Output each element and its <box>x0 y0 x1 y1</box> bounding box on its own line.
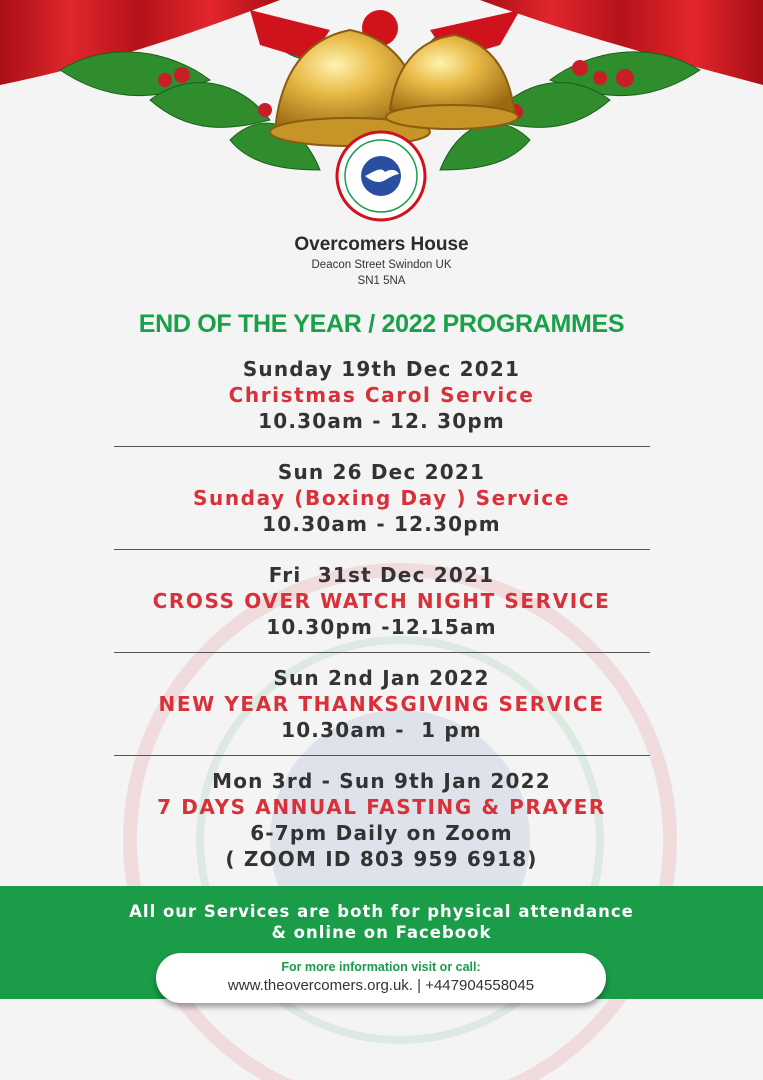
event-name: Christmas Carol Service <box>228 383 535 407</box>
event-name: Sunday (Boxing Day ) Service <box>192 486 570 510</box>
contact-label: For more information visit or call: <box>281 960 481 974</box>
event-date: Mon 3rd - Sun 9th Jan 2022 <box>212 769 551 793</box>
event-date: Fri 31st Dec 2021 <box>268 563 495 587</box>
contact-pill <box>156 953 606 1003</box>
event-time: 10.30am - 1 pm <box>281 718 482 742</box>
event-time: 10.30pm -12.15am <box>266 615 497 639</box>
attendance-line-2: & online on Facebook <box>271 923 492 942</box>
attendance-note <box>0 901 763 943</box>
event-divider <box>114 652 650 653</box>
contact-details[interactable]: www.theovercomers.org.uk. | +447904558045 <box>227 977 535 994</box>
event-divider <box>114 549 650 550</box>
event-date: Sun 2nd Jan 2022 <box>273 666 490 690</box>
event-item <box>0 661 763 755</box>
event-date: Sun 26 Dec 2021 <box>277 460 486 484</box>
church-logo <box>337 132 425 220</box>
event-time: 10.30am - 12. 30pm <box>258 409 505 433</box>
event-item <box>0 764 763 884</box>
event-time: 6-7pm Daily on Zoom <box>250 821 513 845</box>
event-divider <box>114 446 650 447</box>
event-list <box>0 352 763 884</box>
zoom-id: ( ZOOM ID 803 959 6918) <box>225 847 538 871</box>
event-divider <box>114 755 650 756</box>
org-name: Overcomers House <box>294 234 469 255</box>
address-line-1: Deacon Street Swindon UK <box>311 259 452 271</box>
event-date: Sunday 19th Dec 2021 <box>242 357 521 381</box>
event-name: 7 DAYS ANNUAL FASTING & PRAYER <box>157 795 606 819</box>
event-item <box>0 352 763 446</box>
event-item <box>0 558 763 652</box>
programme-title: END OF THE YEAR / 2022 PROGRAMMES <box>138 310 625 338</box>
attendance-line-1: All our Services are both for physical attendance <box>129 902 634 921</box>
event-time: 10.30am - 12.30pm <box>262 512 501 536</box>
christmas-header-art <box>0 0 763 225</box>
event-name: CROSS OVER WATCH NIGHT SERVICE <box>152 589 611 613</box>
address-line-2: SN1 5NA <box>357 275 406 287</box>
event-name: NEW YEAR THANKSGIVING SERVICE <box>158 692 605 716</box>
event-item <box>0 455 763 549</box>
